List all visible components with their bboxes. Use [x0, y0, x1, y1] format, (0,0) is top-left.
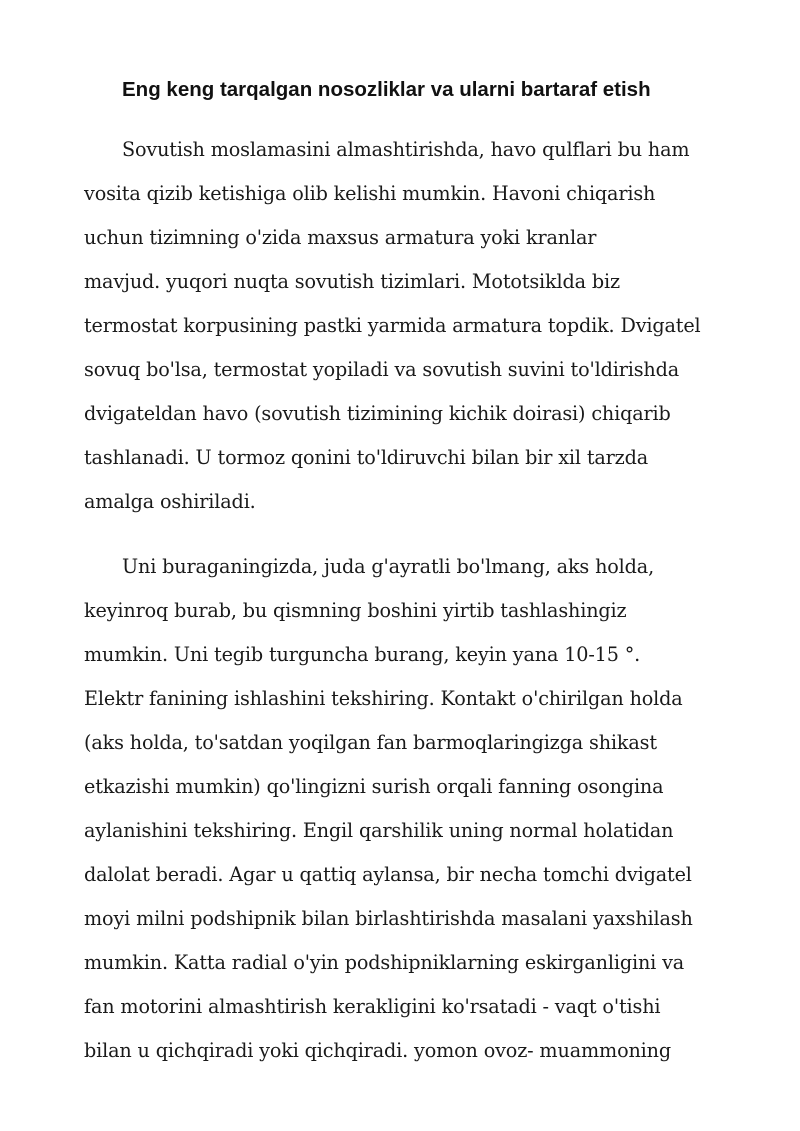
text-line: etkazishi mumkin) qo'lingizni surish orqali fanning osongina — [84, 775, 664, 798]
text-line: aylanishini tekshiring. Engil qarshilik uning normal holatidan — [84, 819, 674, 842]
paragraph-coolant-air-locks — [84, 128, 760, 524]
text-line: amalga oshiriladi. — [84, 490, 256, 513]
text-line: vosita qizib ketishiga olib kelishi mumkin. Havoni chiqarish — [84, 182, 656, 205]
text-line: Sovutish moslamasini almashtirishda, havo qulflari bu ham — [122, 138, 690, 161]
document-page — [84, 0, 760, 1073]
text-line: fan motorini almashtirish kerakligini ko'rsatadi - vaqt o'tishi — [84, 995, 661, 1018]
text-line: Uni buraganingizda, juda g'ayratli bo'lmang, aks holda, — [122, 555, 655, 578]
text-line: sovuq bo'lsa, termostat yopiladi va sovutish suvini to'ldirishda — [84, 358, 680, 381]
text-line: moyi milni podshipnik bilan birlashtirishda masalani yaxshilash — [84, 907, 693, 930]
document-title: Eng keng tarqalgan nosozliklar va ularni bartaraf etish — [122, 78, 651, 101]
paragraph-fan-check — [84, 545, 760, 1073]
text-line: keyinroq burab, bu qismning boshini yirtib tashlashingiz — [84, 599, 627, 622]
text-line: bilan u qichqiradi yoki qichqiradi. yomon ovoz- muammoning — [84, 1039, 672, 1062]
text-line: mumkin. Uni tegib turguncha burang, keyin yana 10-15 °. — [84, 643, 641, 666]
text-line: mavjud. yuqori nuqta sovutish tizimlari. Mototsiklda biz — [84, 270, 620, 293]
text-line: dvigateldan havo (sovutish tizimining kichik doirasi) chiqarib — [84, 402, 671, 425]
text-line: dalolat beradi. Agar u qattiq aylansa, bir necha tomchi dvigatel — [84, 863, 692, 886]
text-line: Elektr fanining ishlashini tekshiring. Kontakt o'chirilgan holda — [84, 687, 683, 710]
text-line: uchun tizimning o'zida maxsus armatura yoki kranlar — [84, 226, 597, 249]
text-line: tashlanadi. U tormoz qonini to'ldiruvchi bilan bir xil tarzda — [84, 446, 649, 469]
text-line: termostat korpusining pastki yarmida armatura topdik. Dvigatel — [84, 314, 701, 337]
text-line: mumkin. Katta radial o'yin podshipniklarning eskirganligini va — [84, 951, 685, 974]
text-line: (aks holda, to'satdan yoqilgan fan barmoqlaringizga shikast — [84, 731, 657, 754]
